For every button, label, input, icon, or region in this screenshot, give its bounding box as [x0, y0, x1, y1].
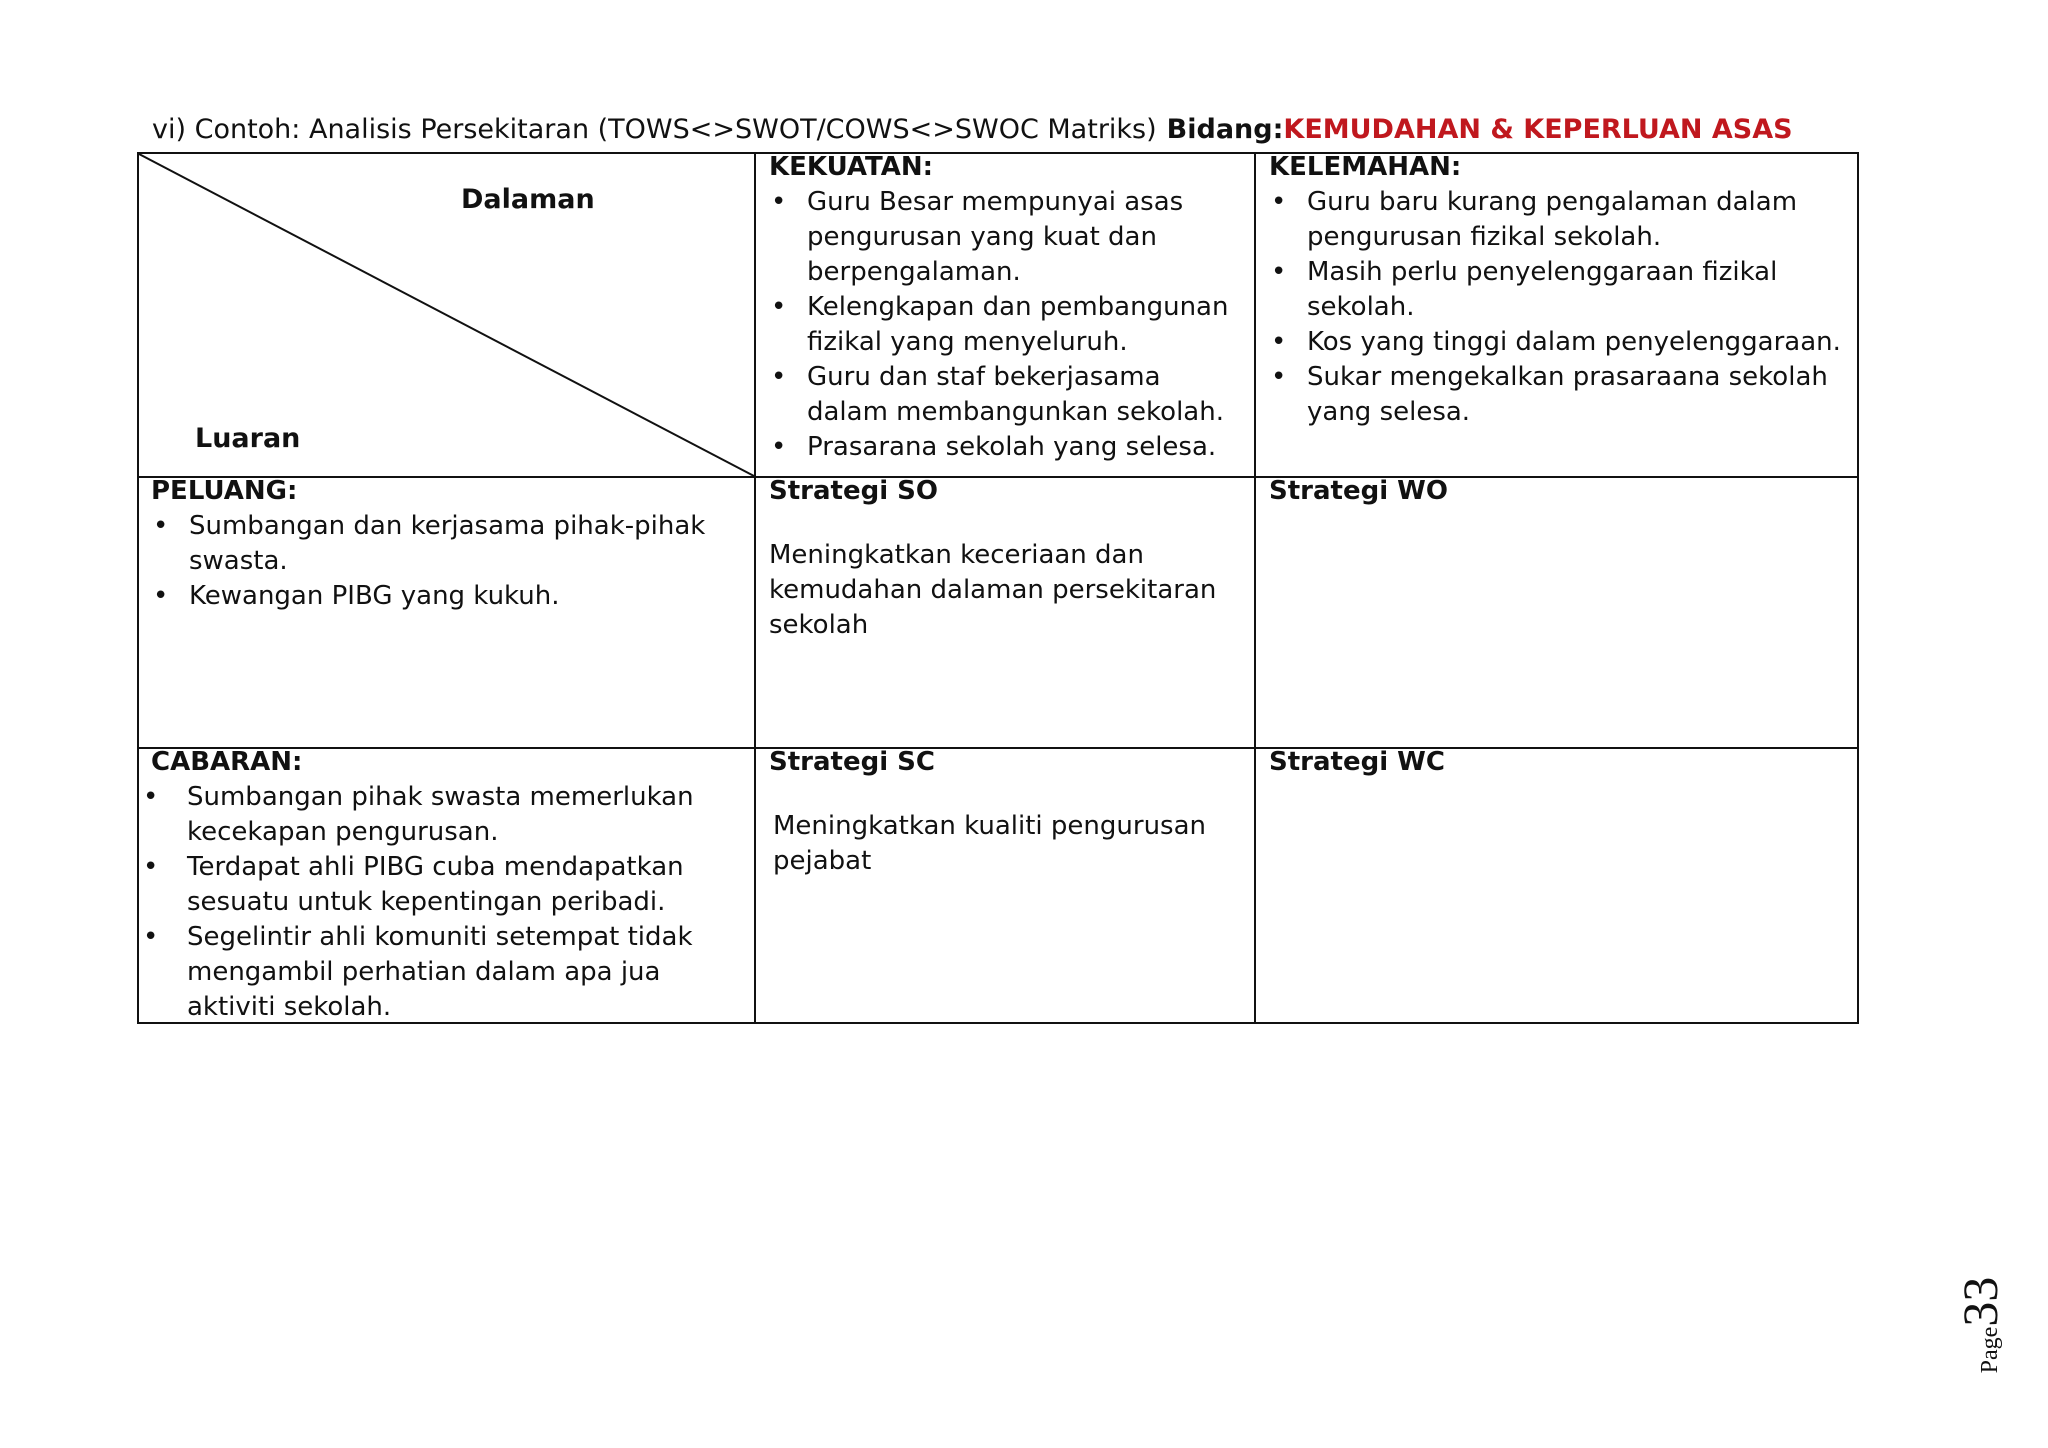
cabaran-item: • Terdapat ahli PIBG cuba mendapatkan sesuatu untuk kepentingan peribadi. [141, 850, 741, 920]
peluang-item: • Kewangan PIBG yang kukuh. [151, 579, 741, 614]
strategi-so-cell [769, 474, 1249, 643]
cabaran-list [141, 780, 741, 1025]
kekuatan-item: • Guru Besar mempunyai asas pengurusan yang kuat dan berpengalaman. [769, 185, 1249, 290]
corner-label-luaran: Luaran [195, 423, 301, 454]
kekuatan-cell [769, 150, 1249, 465]
kekuatan-title: KEKUATAN: [769, 152, 934, 182]
strategi-wo-cell [1269, 474, 1859, 509]
page-heading [152, 112, 1793, 148]
kelemahan-item: • Sukar mengekalkan prasaraana sekolah yang selesa. [1269, 360, 1859, 430]
page-number-value: 33 [1952, 1276, 2008, 1327]
strategi-so-text: Meningkatkan keceriaan dan kemudahan dalaman persekitaran sekolah [769, 540, 1217, 640]
strategi-wc-title: Strategi WC [1269, 747, 1445, 777]
cabaran-title: CABARAN: [151, 747, 303, 777]
tows-matrix [137, 152, 1859, 1024]
page-number [1940, 1250, 2020, 1400]
heading-prefix: vi) Contoh: Analisis Persekitaran (TOWS<>SWOT/COWS<>SWOC Matriks) [152, 114, 1157, 145]
peluang-item: • Sumbangan dan kerjasama pihak-pihak swasta. [151, 509, 741, 579]
grid-divider-vertical-2 [1254, 154, 1256, 1022]
kekuatan-item: • Prasarana sekolah yang selesa. [769, 430, 1249, 465]
kelemahan-item: • Masih perlu penyelenggaraan fizikal sekolah. [1269, 255, 1859, 325]
strategi-sc-title: Strategi SC [769, 747, 935, 777]
heading-bidang-label: Bidang: [1166, 114, 1284, 145]
peluang-cell [151, 474, 741, 614]
cabaran-item: • Sumbangan pihak swasta memerlukan kecekapan pengurusan. [141, 780, 741, 850]
strategi-sc-text: Meningkatkan kualiti pengurusan pejabat [773, 811, 1206, 876]
strategi-wc-cell [1269, 745, 1859, 780]
heading-area: KEMUDAHAN & KEPERLUAN ASAS [1283, 114, 1793, 145]
page-word: Page [1977, 1326, 2003, 1374]
kelemahan-list [1269, 185, 1859, 430]
cabaran-cell [141, 745, 741, 1025]
kekuatan-item: • Guru dan staf bekerjasama dalam membangunkan sekolah. [769, 360, 1249, 430]
peluang-title: PELUANG: [151, 476, 298, 506]
kekuatan-list [769, 185, 1249, 465]
strategi-so-title: Strategi SO [769, 476, 938, 506]
kelemahan-title: KELEMAHAN: [1269, 152, 1462, 182]
kelemahan-cell [1269, 150, 1859, 430]
kekuatan-item: • Kelengkapan dan pembangunan fizikal yang menyeluruh. [769, 290, 1249, 360]
kelemahan-item: • Kos yang tinggi dalam penyelenggaraan. [1269, 325, 1859, 360]
cabaran-item: • Segelintir ahli komuniti setempat tidak mengambil perhatian dalam apa jua aktiviti sekolah. [141, 920, 741, 1025]
peluang-list [151, 509, 741, 614]
kelemahan-item: • Guru baru kurang pengalaman dalam pengurusan fizikal sekolah. [1269, 185, 1859, 255]
strategi-wo-title: Strategi WO [1269, 476, 1448, 506]
corner-label-dalaman: Dalaman [461, 184, 595, 215]
strategi-sc-cell [769, 745, 1249, 879]
